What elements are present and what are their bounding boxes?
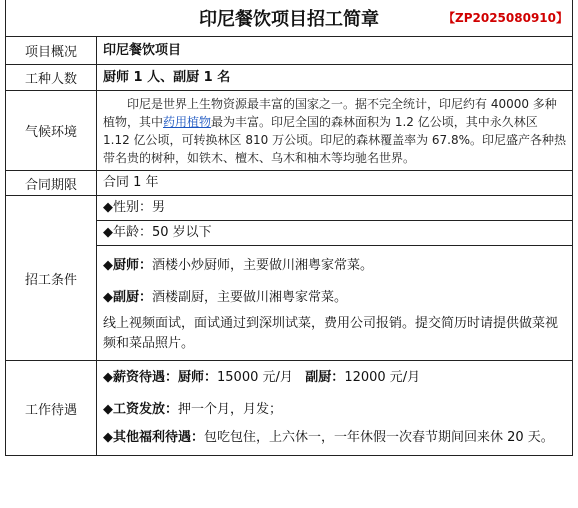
contract-label: 合同期限 bbox=[6, 171, 97, 196]
climate-cell bbox=[97, 91, 573, 171]
sous-req-label: ◆副厨： bbox=[103, 290, 152, 305]
climate-row bbox=[6, 91, 573, 171]
pay-line bbox=[103, 399, 566, 421]
chef-requirement bbox=[103, 256, 566, 276]
overview-value: 印尼餐饮项目 bbox=[97, 37, 573, 65]
sous-requirement bbox=[103, 288, 566, 308]
gender-line: ◆性别：男 bbox=[103, 200, 165, 215]
pay-label: ◆工资发放： bbox=[103, 402, 178, 417]
conditions-details bbox=[97, 245, 572, 360]
contract-row bbox=[6, 171, 573, 196]
chef-req-label: ◆厨师： bbox=[103, 258, 152, 273]
medicinal-plants-link[interactable]: 药用植物 bbox=[163, 114, 212, 129]
jobs-row bbox=[6, 65, 573, 91]
notice-table bbox=[5, 0, 573, 456]
conditions-label: 招工条件 bbox=[6, 196, 97, 361]
conditions-cell bbox=[97, 196, 573, 361]
salary-line bbox=[103, 367, 566, 389]
notice-code: 【ZP2025080910】 bbox=[443, 11, 568, 25]
other-benefits-label: ◆其他福利待遇： bbox=[103, 430, 204, 445]
climate-text-2: 最为丰富。印尼全国的森林面积为 1.2 亿公顷，其中永久林区 1.12 亿公顷，可转换林区 810 万公顷。印尼的森林覆盖率为 67.8%。印尼盛产各种热带名贵的树种，如铁木、檀木、乌木和柚木等均驰名世界。 bbox=[103, 114, 567, 165]
climate-label: 气候环境 bbox=[6, 91, 97, 171]
title-cell bbox=[6, 0, 573, 37]
overview-row bbox=[6, 37, 573, 65]
page-title: 印尼餐饮项目招工简章 bbox=[199, 9, 379, 30]
jobs-value: 厨师 1 人、副厨 1 名 bbox=[97, 65, 573, 91]
other-benefits-line bbox=[103, 427, 566, 449]
sous-req-text: 酒楼副厨，主要做川湘粤家常菜。 bbox=[152, 290, 348, 305]
other-benefits-text: 包吃包住，上六休一，一年休假一次春节期间回来休 20 天。 bbox=[204, 430, 554, 445]
conditions-row bbox=[6, 196, 573, 361]
interview-note: 线上视频面试，面试通过到深圳试菜，费用公司报销。提交简历时请提供做菜视频和菜品照片。 bbox=[103, 316, 559, 351]
pay-text: 押一个月，月发； bbox=[178, 402, 283, 417]
chef-salary: 15000 元/月 bbox=[217, 370, 293, 385]
sous-salary-label: 副厨： bbox=[305, 370, 345, 385]
age-line: ◆年龄：50 岁以下 bbox=[97, 220, 572, 245]
chef-salary-label: 厨师： bbox=[178, 370, 218, 385]
overview-label: 项目概况 bbox=[6, 37, 97, 65]
sous-salary: 12000 元/月 bbox=[344, 370, 421, 385]
contract-value: 合同 1 年 bbox=[97, 171, 573, 196]
benefits-cell bbox=[97, 361, 573, 456]
climate-text-1: 印尼是世界上生物资源最丰富的国家之一。据不完全统计，印尼约有 40000 多种植物，其中 bbox=[103, 96, 557, 129]
jobs-label: 工种人数 bbox=[6, 65, 97, 91]
climate-text bbox=[97, 93, 572, 169]
title-row bbox=[6, 0, 573, 37]
chef-req-text: 酒楼小炒厨师，主要做川湘粤家常菜。 bbox=[152, 258, 374, 273]
benefits-label: 工作待遇 bbox=[6, 361, 97, 456]
salary-label: ◆薪资待遇： bbox=[103, 370, 178, 385]
benefits-row bbox=[6, 361, 573, 456]
